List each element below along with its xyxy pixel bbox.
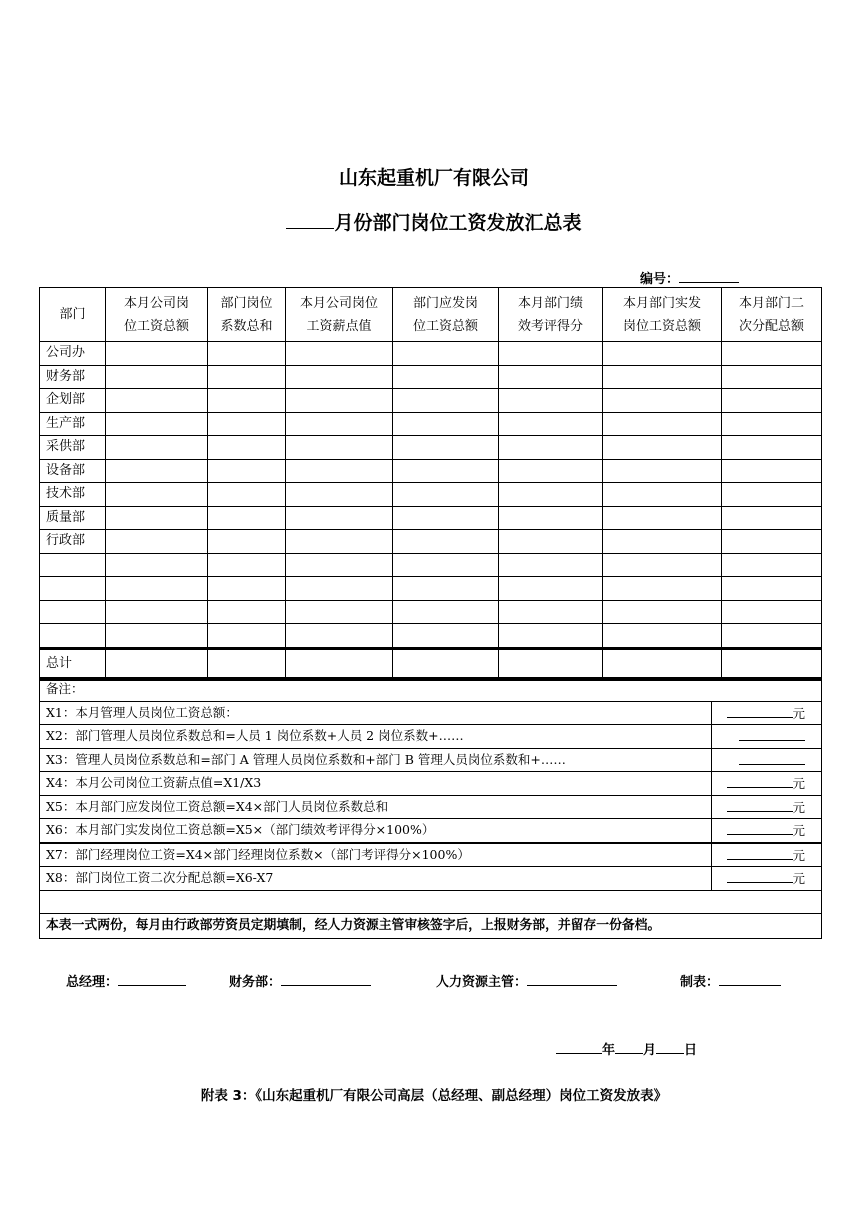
signature-blank[interactable] bbox=[281, 971, 371, 986]
table-cell[interactable] bbox=[106, 365, 208, 389]
table-cell[interactable] bbox=[208, 577, 286, 601]
table-cell[interactable] bbox=[208, 530, 286, 554]
note-row bbox=[40, 819, 822, 843]
column-header-line: 部门 bbox=[59, 307, 86, 322]
table-cell[interactable] bbox=[286, 459, 393, 483]
amount-blank[interactable] bbox=[739, 751, 805, 765]
table-cell[interactable] bbox=[208, 389, 286, 413]
table-cell[interactable] bbox=[286, 436, 393, 460]
note-amount bbox=[712, 819, 822, 843]
serial-number bbox=[640, 268, 739, 287]
table-cell[interactable] bbox=[208, 624, 286, 649]
table-cell[interactable] bbox=[106, 342, 208, 366]
table-cell[interactable] bbox=[393, 365, 499, 389]
signature-label: 人力资源主管： bbox=[436, 975, 528, 990]
amount-unit: 元 bbox=[792, 776, 806, 792]
column-header-line: 本月公司岗位 bbox=[299, 295, 378, 311]
notes-label bbox=[40, 678, 822, 702]
table-cell[interactable] bbox=[208, 506, 286, 530]
table-row bbox=[40, 483, 822, 507]
table-cell[interactable] bbox=[603, 389, 722, 413]
table-row bbox=[40, 577, 822, 601]
table-cell[interactable] bbox=[603, 530, 722, 554]
table-cell[interactable] bbox=[603, 436, 722, 460]
table-cell[interactable] bbox=[106, 389, 208, 413]
table-cell[interactable] bbox=[393, 553, 499, 577]
total-cell[interactable] bbox=[208, 648, 286, 679]
table-cell[interactable] bbox=[393, 412, 499, 436]
signature-label: 总经理： bbox=[66, 975, 119, 990]
note-amount bbox=[712, 867, 822, 891]
table-cell[interactable] bbox=[393, 389, 499, 413]
table-cell[interactable] bbox=[286, 530, 393, 554]
total-row bbox=[40, 648, 822, 679]
column-header-line: 本月部门绩 bbox=[517, 295, 583, 311]
signature-prepared-by bbox=[680, 971, 781, 990]
table-cell[interactable] bbox=[603, 412, 722, 436]
note-row bbox=[40, 748, 822, 772]
column-header-line: 岗位工资总额 bbox=[622, 318, 701, 334]
signature-blank[interactable] bbox=[118, 971, 186, 986]
table-row bbox=[40, 365, 822, 389]
table-cell[interactable] bbox=[603, 459, 722, 483]
table-cell[interactable] bbox=[286, 342, 393, 366]
total-label: 总计 bbox=[40, 648, 106, 679]
department-name: 质量部 bbox=[40, 506, 106, 530]
amount-unit: 元 bbox=[792, 871, 806, 887]
serial-number-blank[interactable] bbox=[679, 268, 739, 283]
table-cell[interactable] bbox=[106, 624, 208, 649]
table-cell[interactable] bbox=[722, 506, 822, 530]
table-cell[interactable] bbox=[286, 506, 393, 530]
total-cell[interactable] bbox=[286, 648, 393, 679]
year-label: 年 bbox=[602, 1043, 616, 1058]
department-name: 行政部 bbox=[40, 530, 106, 554]
department-name: 企划部 bbox=[40, 389, 106, 413]
table-cell[interactable] bbox=[286, 553, 393, 577]
note-text: X3：管理人员岗位系数总和=部门 A 管理人员岗位系数和+部门 B 管理人员岗位系数和+…… bbox=[40, 748, 712, 772]
month-blank[interactable] bbox=[615, 1039, 643, 1054]
table-cell[interactable] bbox=[286, 600, 393, 624]
table-cell[interactable] bbox=[393, 459, 499, 483]
note-text: X1：本月管理人员岗位工资总额： bbox=[40, 701, 712, 725]
total-cell[interactable] bbox=[106, 648, 208, 679]
table-cell[interactable] bbox=[603, 600, 722, 624]
note-row bbox=[40, 701, 822, 725]
table-row bbox=[40, 436, 822, 460]
department-name: 设备部 bbox=[40, 459, 106, 483]
department-name: 生产部 bbox=[40, 412, 106, 436]
table-cell[interactable] bbox=[722, 577, 822, 601]
blank-row bbox=[40, 890, 822, 913]
serial-number-label: 编号： bbox=[640, 272, 680, 287]
column-header-line: 效考评得分 bbox=[517, 318, 583, 334]
table-cell[interactable] bbox=[208, 553, 286, 577]
column-header bbox=[722, 288, 822, 342]
table-row bbox=[40, 389, 822, 413]
table-cell[interactable] bbox=[499, 412, 603, 436]
table-cell[interactable] bbox=[393, 483, 499, 507]
table-cell[interactable] bbox=[722, 553, 822, 577]
table-cell[interactable] bbox=[106, 553, 208, 577]
table-cell[interactable] bbox=[208, 600, 286, 624]
table-cell[interactable] bbox=[499, 553, 603, 577]
table-cell[interactable] bbox=[286, 483, 393, 507]
note-text: X5：本月部门应发岗位工资总额=X4×部门人员岗位系数总和 bbox=[40, 795, 712, 819]
table-cell[interactable] bbox=[106, 412, 208, 436]
signature-hr bbox=[436, 971, 617, 990]
table-cell[interactable] bbox=[208, 412, 286, 436]
table-cell[interactable] bbox=[499, 459, 603, 483]
note-amount bbox=[712, 843, 822, 867]
column-header-line: 位工资总额 bbox=[412, 318, 478, 334]
amount-blank[interactable] bbox=[727, 846, 793, 860]
table-cell[interactable] bbox=[393, 436, 499, 460]
column-header-line: 本月公司岗 bbox=[123, 295, 189, 311]
form-title bbox=[0, 208, 868, 235]
date-line bbox=[556, 1039, 697, 1058]
note-row bbox=[40, 772, 822, 796]
department-name: 技术部 bbox=[40, 483, 106, 507]
table-cell[interactable] bbox=[603, 624, 722, 649]
note-text: X4：本月公司岗位工资薪点值=X1/X3 bbox=[40, 772, 712, 796]
column-header bbox=[286, 288, 393, 342]
note-amount bbox=[712, 772, 822, 796]
note-amount bbox=[712, 795, 822, 819]
table-cell[interactable] bbox=[393, 506, 499, 530]
table-cell[interactable] bbox=[208, 483, 286, 507]
table-row bbox=[40, 530, 822, 554]
note-amount bbox=[712, 725, 822, 749]
table-row bbox=[40, 342, 822, 366]
amount-blank[interactable] bbox=[727, 798, 793, 812]
column-header-line: 部门岗位 bbox=[220, 295, 273, 311]
column-header-line: 本月部门实发 bbox=[622, 295, 701, 311]
column-header bbox=[40, 288, 106, 342]
day-label: 日 bbox=[684, 1043, 698, 1058]
footer-note bbox=[40, 913, 822, 938]
table-cell[interactable] bbox=[722, 342, 822, 366]
table-cell[interactable] bbox=[208, 342, 286, 366]
table-cell[interactable] bbox=[722, 389, 822, 413]
signature-general-manager bbox=[66, 971, 186, 990]
amount-blank[interactable] bbox=[727, 869, 793, 883]
table-cell[interactable] bbox=[106, 483, 208, 507]
table-row bbox=[40, 506, 822, 530]
amount-blank[interactable] bbox=[727, 774, 793, 788]
table-cell[interactable] bbox=[286, 389, 393, 413]
department-name: 财务部 bbox=[40, 365, 106, 389]
table-cell[interactable] bbox=[722, 530, 822, 554]
signature-blank[interactable] bbox=[719, 971, 781, 986]
total-cell[interactable] bbox=[393, 648, 499, 679]
day-blank[interactable] bbox=[656, 1039, 684, 1054]
table-cell[interactable] bbox=[722, 436, 822, 460]
column-header-line: 系数总和 bbox=[220, 318, 273, 334]
table-cell[interactable] bbox=[499, 365, 603, 389]
table-row bbox=[40, 600, 822, 624]
table-cell[interactable] bbox=[603, 553, 722, 577]
table-cell[interactable] bbox=[106, 506, 208, 530]
amount-blank[interactable] bbox=[727, 821, 793, 835]
table-cell[interactable] bbox=[393, 624, 499, 649]
table-cell[interactable] bbox=[393, 342, 499, 366]
notes-table bbox=[39, 677, 822, 939]
note-row bbox=[40, 843, 822, 867]
table-cell[interactable] bbox=[106, 600, 208, 624]
amount-unit: 元 bbox=[792, 823, 806, 839]
column-header bbox=[106, 288, 208, 342]
note-text: X7：部门经理岗位工资=X4×部门经理岗位系数×（部门考评得分×100%） bbox=[40, 843, 712, 867]
table-cell[interactable] bbox=[499, 577, 603, 601]
signature-finance bbox=[229, 971, 371, 990]
table-cell[interactable] bbox=[603, 483, 722, 507]
column-header-line: 工资薪点值 bbox=[306, 318, 372, 334]
table-cell[interactable] bbox=[499, 506, 603, 530]
month-blank[interactable] bbox=[286, 210, 334, 229]
year-blank[interactable] bbox=[556, 1039, 602, 1054]
note-text: X8：部门岗位工资二次分配总额=X6-X7 bbox=[40, 867, 712, 891]
amount-unit: 元 bbox=[792, 799, 806, 815]
blank-row-text bbox=[40, 890, 822, 913]
table-cell[interactable] bbox=[286, 577, 393, 601]
note-amount bbox=[712, 748, 822, 772]
table-cell[interactable] bbox=[393, 577, 499, 601]
table-cell[interactable] bbox=[603, 506, 722, 530]
salary-summary-table bbox=[39, 287, 822, 681]
table-row bbox=[40, 412, 822, 436]
table-cell[interactable] bbox=[208, 365, 286, 389]
table-cell[interactable] bbox=[286, 412, 393, 436]
table-cell[interactable] bbox=[499, 389, 603, 413]
company-title: 山东起重机厂有限公司 bbox=[338, 167, 529, 189]
table-cell[interactable] bbox=[106, 436, 208, 460]
total-cell[interactable] bbox=[499, 648, 603, 679]
table-cell[interactable] bbox=[499, 342, 603, 366]
table-cell[interactable] bbox=[286, 365, 393, 389]
amount-unit: 元 bbox=[792, 705, 806, 721]
column-header-line: 位工资总额 bbox=[123, 318, 189, 334]
note-row bbox=[40, 725, 822, 749]
column-header-line: 本月部门二 bbox=[738, 295, 804, 311]
notes-label-text: 备注： bbox=[40, 678, 822, 702]
department-name: 采供部 bbox=[40, 436, 106, 460]
table-cell[interactable] bbox=[603, 365, 722, 389]
form-title-text: 月份部门岗位工资发放汇总表 bbox=[334, 212, 582, 234]
table-cell[interactable] bbox=[722, 483, 822, 507]
table-cell[interactable] bbox=[286, 624, 393, 649]
footer-note-text: 本表一式两份，每月由行政部劳资员定期填制，经人力资源主管审核签字后，上报财务部，并留存一份备档。 bbox=[40, 913, 822, 938]
signature-label: 财务部： bbox=[229, 975, 282, 990]
table-cell[interactable] bbox=[208, 459, 286, 483]
amount-blank[interactable] bbox=[739, 727, 805, 741]
table-cell[interactable] bbox=[106, 530, 208, 554]
note-amount bbox=[712, 701, 822, 725]
note-row bbox=[40, 867, 822, 891]
department-name bbox=[40, 624, 106, 649]
table-cell[interactable] bbox=[106, 577, 208, 601]
column-header-line: 部门应发岗 bbox=[412, 295, 478, 311]
table-cell[interactable] bbox=[393, 600, 499, 624]
column-header bbox=[208, 288, 286, 342]
table-cell[interactable] bbox=[499, 436, 603, 460]
table-cell[interactable] bbox=[208, 436, 286, 460]
signature-blank[interactable] bbox=[527, 971, 617, 986]
total-cell[interactable] bbox=[722, 648, 822, 679]
table-cell[interactable] bbox=[722, 459, 822, 483]
column-header bbox=[499, 288, 603, 342]
department-name bbox=[40, 553, 106, 577]
table-cell[interactable] bbox=[499, 624, 603, 649]
table-cell[interactable] bbox=[603, 342, 722, 366]
table-cell[interactable] bbox=[722, 412, 822, 436]
column-header-line: 次分配总额 bbox=[738, 318, 804, 334]
table-cell[interactable] bbox=[499, 530, 603, 554]
total-cell[interactable] bbox=[603, 648, 722, 679]
note-text: X2：部门管理人员岗位系数总和=人员 1 岗位系数+人员 2 岗位系数+…… bbox=[40, 725, 712, 749]
department-name bbox=[40, 577, 106, 601]
table-cell[interactable] bbox=[722, 365, 822, 389]
note-text: X6：本月部门实发岗位工资总额=X5×（部门绩效考评得分×100%） bbox=[40, 819, 712, 843]
appendix-note: 附表 3：《山东起重机厂有限公司高层（总经理、副总经理）岗位工资发放表》 bbox=[200, 1088, 668, 1104]
signature-label: 制表： bbox=[680, 975, 720, 990]
table-row bbox=[40, 553, 822, 577]
table-row bbox=[40, 459, 822, 483]
note-row bbox=[40, 795, 822, 819]
month-label: 月 bbox=[643, 1043, 657, 1058]
amount-blank[interactable] bbox=[727, 704, 793, 718]
column-header bbox=[603, 288, 722, 342]
column-header bbox=[393, 288, 499, 342]
header-row bbox=[40, 288, 822, 342]
department-name bbox=[40, 600, 106, 624]
table-cell[interactable] bbox=[722, 600, 822, 624]
table-cell[interactable] bbox=[499, 600, 603, 624]
table-cell[interactable] bbox=[603, 577, 722, 601]
department-name: 公司办 bbox=[40, 342, 106, 366]
table-row bbox=[40, 624, 822, 649]
table-cell[interactable] bbox=[393, 530, 499, 554]
table-cell[interactable] bbox=[722, 624, 822, 649]
table-cell[interactable] bbox=[499, 483, 603, 507]
table-cell[interactable] bbox=[106, 459, 208, 483]
amount-unit: 元 bbox=[792, 847, 806, 863]
